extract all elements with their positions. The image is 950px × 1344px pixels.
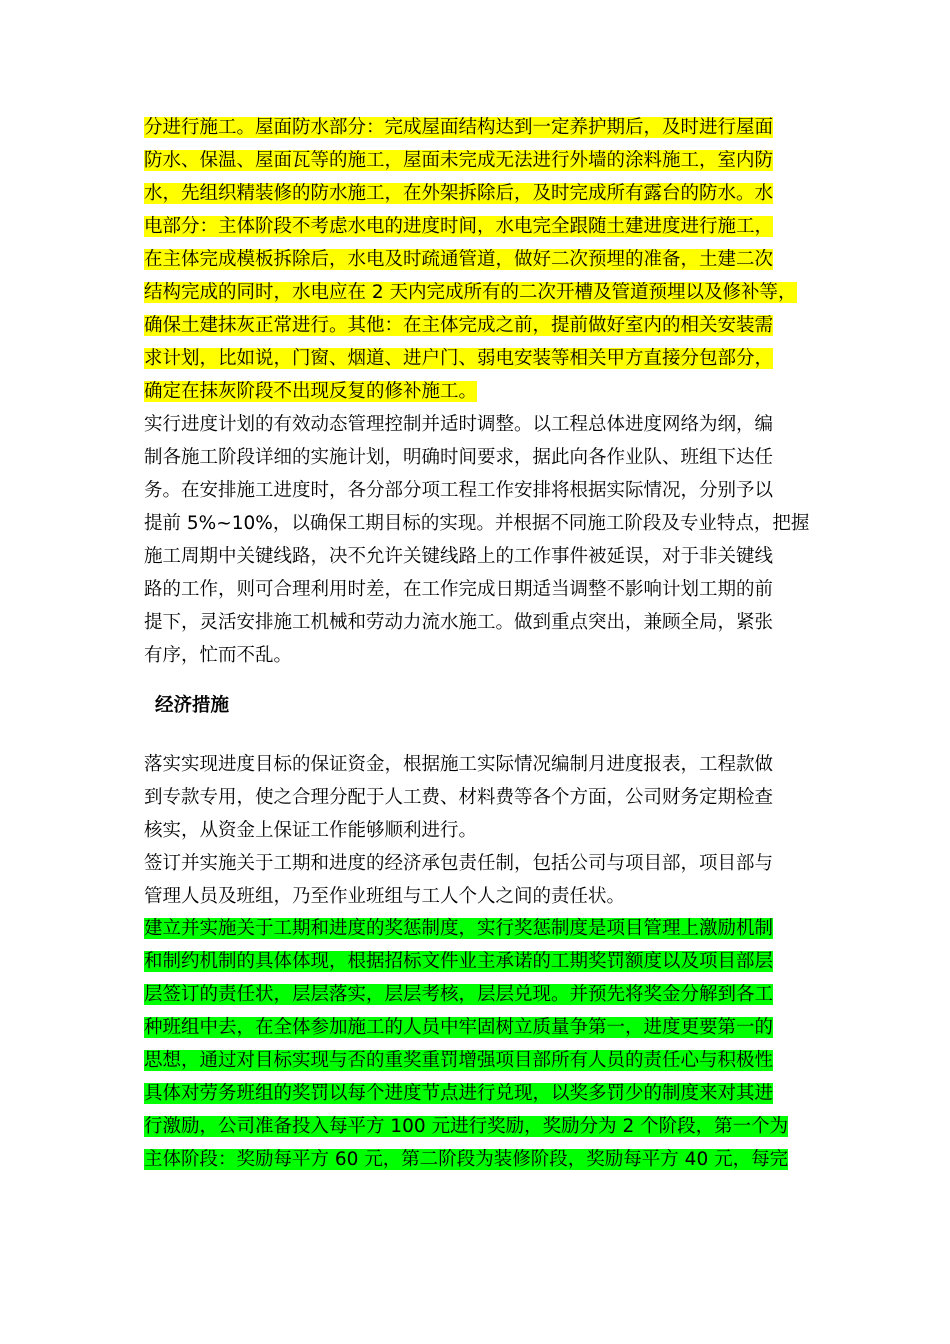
paragraph-line bbox=[144, 210, 773, 243]
section-heading: 经济措施 bbox=[155, 695, 230, 716]
paragraph-line: 有序，忙而不乱。 bbox=[144, 645, 293, 666]
paragraph-line bbox=[144, 978, 773, 1011]
highlighted-text: 确保土建抹灰正常进行。其他：在主体完成之前，提前做好室内的相关安装需 bbox=[144, 315, 774, 336]
highlighted-text: 分进行施工。屋面防水部分：完成屋面结构达到一定养护期后，及时进行屋面 bbox=[144, 117, 774, 138]
highlighted-text: 思想，通过对目标实现与否的重奖重罚增强项目部所有人员的责任心与积极性 bbox=[144, 1050, 774, 1071]
paragraph-line bbox=[144, 144, 773, 177]
paragraph-line: 签订并实施关于工期和进度的经济承包责任制，包括公司与项目部，项目部与 bbox=[144, 853, 774, 874]
paragraph-line: 到专款专用，使之合理分配于人工费、材料费等各个方面，公司财务定期检查 bbox=[144, 787, 774, 808]
highlighted-text: 在主体完成模板拆除后，水电及时疏通管道，做好二次预埋的准备，土建二次 bbox=[144, 249, 774, 270]
paragraph-line bbox=[144, 1011, 773, 1044]
highlighted-text: 防水、保温、屋面瓦等的施工，屋面未完成无法进行外墙的涂料施工，室内防 bbox=[144, 150, 774, 171]
highlighted-text: 求计划，比如说，门窗、烟道、进户门、弱电安装等相关甲方直接分包部分， bbox=[144, 348, 774, 369]
paragraph-line bbox=[144, 309, 773, 342]
paragraph-line bbox=[144, 342, 773, 375]
highlighted-text: 种班组中去，在全体参加施工的人员中牢固树立质量争第一，进度更要第一的 bbox=[144, 1017, 774, 1038]
highlighted-text: 水，先组织精装修的防水施工，在外架拆除后，及时完成所有露台的防水。水 bbox=[144, 183, 774, 204]
highlighted-text: 和制约机制的具体体现，根据招标文件业主承诺的工期奖罚额度以及项目部层 bbox=[144, 951, 774, 972]
highlighted-text: 具体对劳务班组的奖罚以每个进度节点进行兑现，以奖多罚少的制度来对其进 bbox=[144, 1083, 774, 1104]
paragraph-line: 施工周期中关键线路，决不允许关键线路上的工作事件被延误，对于非关键线 bbox=[144, 546, 774, 567]
paragraph-line: 实行进度计划的有效动态管理控制并适时调整。以工程总体进度网络为纲，编 bbox=[144, 414, 774, 435]
paragraph-line: 提下，灵活安排施工机械和劳动力流水施工。做到重点突出，兼顾全局，紧张 bbox=[144, 612, 774, 633]
paragraph-line: 管理人员及班组，乃至作业班组与工人个人之间的责任状。 bbox=[144, 886, 626, 907]
highlighted-text: 结构完成的同时，水电应在 2 天内完成所有的二次开槽及管道预埋以及修补等， bbox=[144, 282, 797, 303]
paragraph-line bbox=[144, 1143, 788, 1176]
paragraph-line: 提前 5%~10%，以确保工期目标的实现。并根据不同施工阶段及专业特点，把握 bbox=[144, 513, 810, 534]
highlighted-text: 确定在抹灰阶段不出现反复的修补施工。 bbox=[144, 381, 478, 402]
paragraph-line bbox=[144, 1077, 773, 1110]
paragraph-line bbox=[144, 1110, 788, 1143]
paragraph-line bbox=[144, 375, 477, 408]
paragraph-line: 制各施工阶段详细的实施计划，明确时间要求，据此向各作业队、班组下达任 bbox=[144, 447, 774, 468]
paragraph-line bbox=[144, 177, 773, 210]
paragraph-line bbox=[144, 1044, 773, 1077]
highlighted-text: 电部分：主体阶段不考虑水电的进度时间，水电完全跟随土建进度进行施工， bbox=[144, 216, 774, 237]
paragraph-line: 核实，从资金上保证工作能够顺利进行。 bbox=[144, 820, 478, 841]
paragraph-line bbox=[144, 243, 773, 276]
highlighted-text: 层签订的责任状，层层落实，层层考核，层层兑现。并预先将奖金分解到各工 bbox=[144, 984, 774, 1005]
paragraph-line bbox=[144, 276, 797, 309]
highlighted-text: 行激励，公司准备投入每平方 100 元进行奖励，奖励分为 2 个阶段，第一个为 bbox=[144, 1116, 789, 1137]
paragraph-line bbox=[144, 111, 773, 144]
paragraph-line bbox=[144, 945, 773, 978]
paragraph-line bbox=[144, 912, 773, 945]
paragraph-line: 落实实现进度目标的保证资金，根据施工实际情况编制月进度报表，工程款做 bbox=[144, 754, 774, 775]
highlighted-text: 建立并实施关于工期和进度的奖惩制度，实行奖惩制度是项目管理上激励机制 bbox=[144, 918, 774, 939]
paragraph-line: 路的工作，则可合理利用时差，在工作完成日期适当调整不影响计划工期的前 bbox=[144, 579, 774, 600]
highlighted-text: 主体阶段：奖励每平方 60 元，第二阶段为装修阶段，奖励每平方 40 元，每完 bbox=[144, 1149, 789, 1170]
paragraph-line: 务。在安排施工进度时，各分部分项工程工作安排将根据实际情况，分别予以 bbox=[144, 480, 774, 501]
